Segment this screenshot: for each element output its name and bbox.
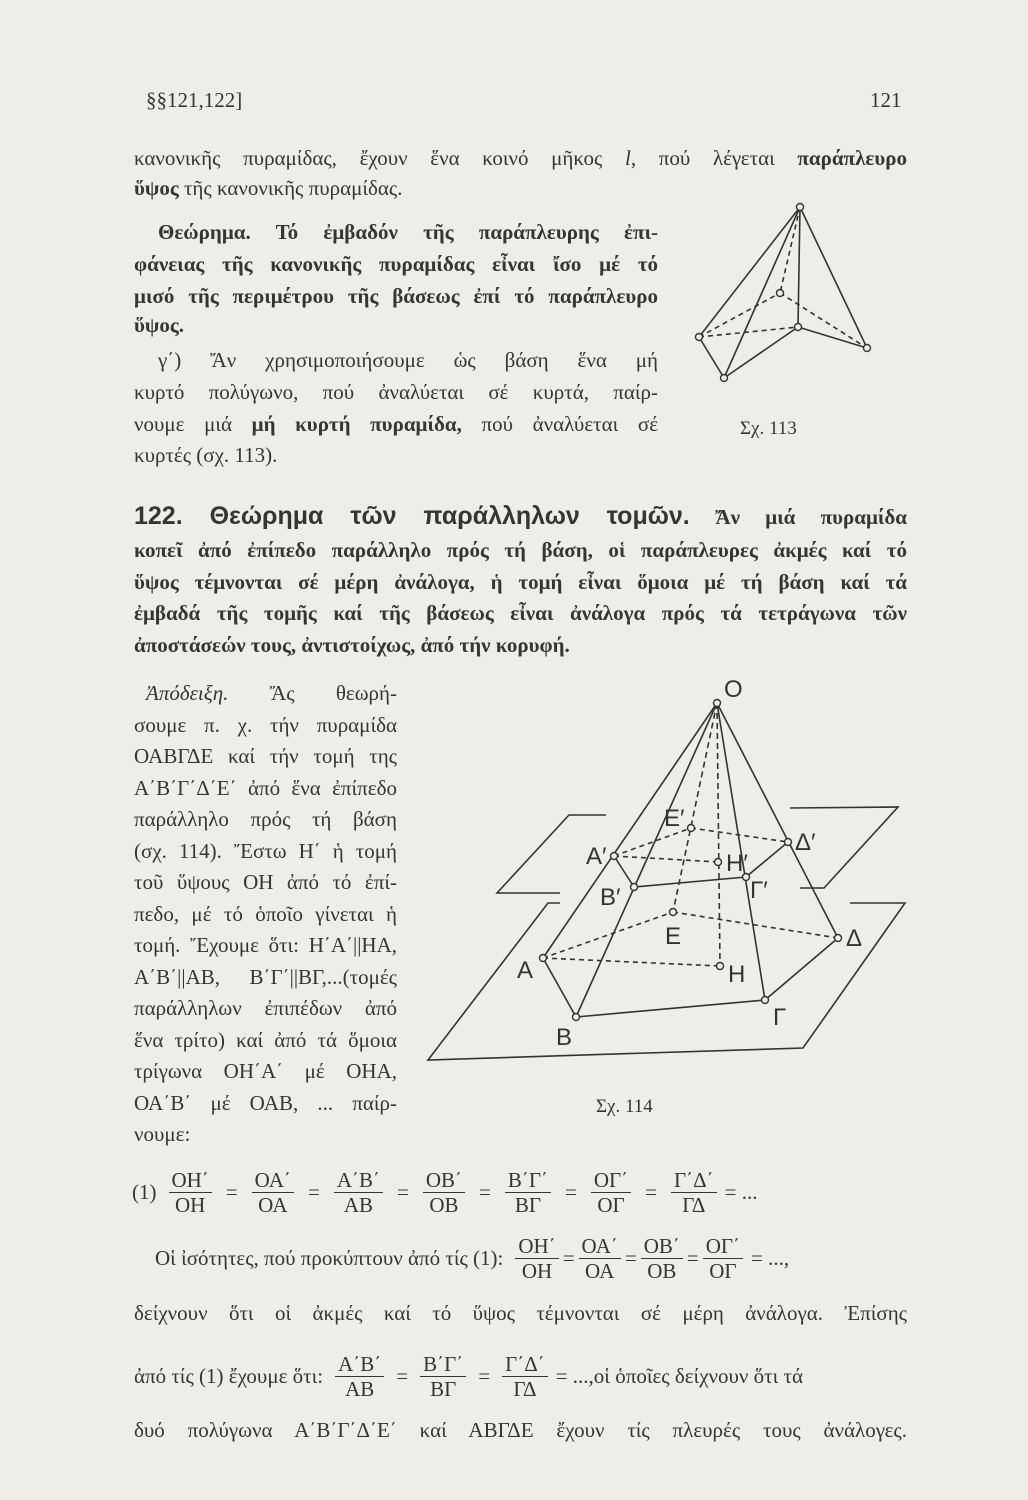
equals-sign: = [645, 1180, 658, 1204]
denominator: ΟΓ [597, 1193, 625, 1217]
equals-sign: = [565, 1180, 577, 1204]
equation-tail: = ..., [751, 1246, 790, 1270]
proof-line: Α΄Β΄Γ΄Δ΄Ε΄ ἀπό ἕνα ἐπίπεδο [134, 775, 397, 800]
denominator: ΟΒ [647, 1259, 677, 1283]
text: πού ἀναλύεται σέ [461, 412, 659, 436]
proof-line: πεδο, μέ τό ὁποῖο γίνεται ἡ [134, 901, 397, 926]
numerator: Α΄Β΄ [335, 1352, 384, 1377]
text: (1) [132, 1180, 157, 1204]
numerator: ΟΒ΄ [423, 1168, 465, 1193]
proof-label: Ἀπόδειξη. [146, 681, 229, 705]
numerator: Α΄Β΄ [334, 1168, 383, 1193]
gamma-line: κυρτές (σχ. 113). [134, 443, 278, 467]
fraction [671, 1168, 717, 1217]
denominator: ΓΔ [513, 1377, 537, 1401]
proof-line: τομή. Ἔχουμε ὅτι: Η΄Α΄||ΗΑ, [134, 933, 397, 957]
section-122-line: κοπεῖ ἀπό ἐπίπεδο παράλληλο πρός τή βάση, οἱ παράπλευρες ἀκμές καί τό [134, 538, 907, 562]
fraction [515, 1234, 558, 1283]
proof-line: σουμε π. χ. τήν πυραμίδα [134, 712, 397, 737]
label-H-prime: H′ [726, 850, 748, 877]
section-reference: §§121,122] [146, 88, 243, 112]
fraction [641, 1234, 683, 1283]
denominator: ΟΓ [709, 1259, 737, 1283]
section-122-line: ἐμβαδά τῆς τομῆς καί τῆς βάσεως εἶναι ἀνάλογα πρός τά τετράγωνα τῶν [134, 601, 907, 625]
equation-tail: = ... [724, 1180, 758, 1204]
fraction [591, 1168, 631, 1217]
equals-sign: = [479, 1180, 491, 1204]
denominator: ΒΓ [430, 1377, 457, 1401]
symbol-l: l [625, 146, 631, 170]
fraction [420, 1352, 466, 1401]
numerator: Β΄Γ΄ [420, 1352, 466, 1377]
proof-line: παράλληλων ἐπιπέδων ἀπό [134, 996, 397, 1020]
section-122-line: ὕψος τέμνονται σέ μέρη ἀνάλογα, ἡ τομή εἶναι ὅμοια μέ τή βάση καί τά [134, 570, 907, 594]
equals-sign: = [225, 1180, 238, 1204]
figure-113-caption: Σχ. 113 [740, 418, 797, 439]
label-H: H [728, 961, 746, 988]
numerator: Γ΄Δ΄ [671, 1168, 717, 1193]
theorem-line: φάνειας τῆς κανονικῆς πυραμίδας εἶναι ἴσο μέ τό [134, 252, 658, 276]
proof-line: ΟΑ΄Β΄ μέ ΟΑΒ, ... παίρ- [134, 1090, 397, 1115]
text: Ἄν μιά πυραμίδα [714, 505, 908, 529]
proof-line: ΟΑΒΓΔΕ καί τήν τομή της [134, 744, 397, 768]
equals-sign: = [396, 1364, 409, 1388]
fraction [502, 1352, 548, 1401]
conclusion-line: δείχνουν ὅτι οἱ ἀκμές καί τό ὕψος τέμνονται σέ μέρη ἀνάλογα. Ἐπίσης [134, 1301, 907, 1325]
equals-sign: = [562, 1246, 575, 1270]
text: Οἱ ἰσότητες, πού προκύπτουν ἀπό τίς (1): [155, 1246, 504, 1270]
denominator: ΓΔ [682, 1193, 706, 1217]
numerator: ΟΒ΄ [641, 1234, 683, 1259]
label-Delta-prime: Δ′ [795, 829, 816, 856]
also-line [134, 1352, 803, 1401]
numerator: ΟΓ΄ [703, 1234, 743, 1259]
equals-sign: = [478, 1364, 491, 1388]
proof-line: νουμε: [134, 1122, 191, 1146]
proof-line: (σχ. 114). Ἔστω Η΄ ἡ τομή [134, 838, 397, 863]
label-A-prime: A′ [586, 843, 607, 870]
label-E: E [665, 923, 682, 950]
denominator: ΟΗ [521, 1259, 553, 1283]
equalities-line [155, 1234, 789, 1283]
denominator: ΑΒ [345, 1377, 375, 1401]
text: νουμε μιά [134, 412, 252, 436]
gamma-line: γ΄) Ἄν χρησιμοποιήσουμε ὡς βάση ἕνα μή [158, 348, 658, 372]
text: , πού λέγεται [630, 146, 798, 170]
fraction [703, 1234, 743, 1283]
equals-sign: = [397, 1180, 409, 1204]
theorem-line: μισό τῆς περιμέτρου τῆς βάσεως ἐπί τό παράπλευρο [134, 284, 658, 308]
label-B-prime: B′ [600, 884, 621, 911]
term-bold: ὕψος [134, 176, 179, 200]
denominator: ΟΑ [258, 1193, 288, 1217]
label-A: A [517, 957, 534, 984]
label-E-prime: E′ [664, 805, 685, 832]
page-number: 121 [870, 88, 902, 112]
proof-line: τοῦ ὕψους ΟΗ ἀπό τό ἐπί- [134, 870, 397, 894]
label-Gamma-prime: Γ′ [750, 877, 768, 904]
denominator: ΟΗ [174, 1193, 206, 1217]
numerator: ΟΑ΄ [252, 1168, 294, 1193]
denominator: ΟΒ [429, 1193, 459, 1217]
text: τῆς κανονικῆς πυραμίδας. [178, 176, 403, 200]
fraction [579, 1234, 621, 1283]
section-122-line: ἀποστάσεών τους, ἀντιστοίχως, ἀπό τήν κορυφή. [134, 633, 570, 657]
fraction [505, 1168, 551, 1217]
label-Delta: Δ [846, 925, 863, 952]
section-122-heading: 122. Θεώρημα τῶν παράλληλων τομῶν. [134, 502, 690, 530]
label-Gamma: Γ [773, 1004, 787, 1031]
label-O: O [724, 676, 743, 703]
denominator: ΑΒ [343, 1193, 374, 1217]
text: Ἄς θεωρή- [269, 681, 397, 705]
proof-line: τρίγωνα ΟΗ΄Α΄ μέ ΟΗΑ, [134, 1059, 397, 1083]
figure-114-caption: Σχ. 114 [596, 1096, 653, 1117]
final-line: δυό πολύγωνα Α΄Β΄Γ΄Δ΄Ε΄ καί ΑΒΓΔΕ ἔχουν τίς πλευρές τους ἀνάλογες. [134, 1418, 907, 1442]
numerator: Β΄Γ΄ [505, 1168, 551, 1193]
label-B: B [556, 1024, 573, 1051]
fraction [335, 1352, 384, 1401]
numerator: ΟΓ΄ [591, 1168, 631, 1193]
equation-1 [132, 1168, 758, 1217]
theorem-line: ὕψος. [134, 313, 184, 337]
denominator: ΟΑ [585, 1259, 615, 1283]
equals-sign: = [686, 1246, 699, 1270]
fraction [423, 1168, 465, 1217]
proof-line: Α΄Β΄||ΑΒ, Β΄Γ΄||ΒΓ,...(τομές [134, 964, 397, 989]
numerator: Γ΄Δ΄ [502, 1352, 548, 1377]
numerator: ΟΗ΄ [515, 1234, 558, 1259]
text: κανονικῆς πυραμίδας, ἔχουν ἕνα κοινό μῆκος [134, 146, 625, 170]
text: ἀπό τίς (1) ἔχουμε ὅτι: [134, 1364, 324, 1388]
fraction [169, 1168, 212, 1217]
term-bold: παράπλευρο [797, 146, 907, 170]
denominator: ΒΓ [514, 1193, 542, 1217]
fraction [252, 1168, 294, 1217]
theorem-line: Θεώρημα. Τό ἐμβαδόν τῆς παράπλευρης ἐπι- [158, 220, 658, 244]
proof-line: παράλληλο πρός τή βάση [134, 807, 397, 831]
equals-sign: = [624, 1246, 637, 1270]
gamma-line: κυρτό πολύγωνο, πού ἀναλύεται σέ κυρτά, παίρ- [134, 380, 658, 404]
numerator: ΟΗ΄ [169, 1168, 212, 1193]
equation-tail: = ...,οἱ ὁποῖες δείχνουν ὅτι τά [555, 1364, 803, 1388]
proof-line: ἕνα τρίτο) καί ἀπό τά ὅμοια [134, 1027, 397, 1052]
term-bold: μή κυρτή πυραμίδα, [251, 412, 462, 436]
numerator: ΟΑ΄ [579, 1234, 621, 1259]
equals-sign: = [308, 1180, 320, 1204]
fraction [334, 1168, 383, 1217]
